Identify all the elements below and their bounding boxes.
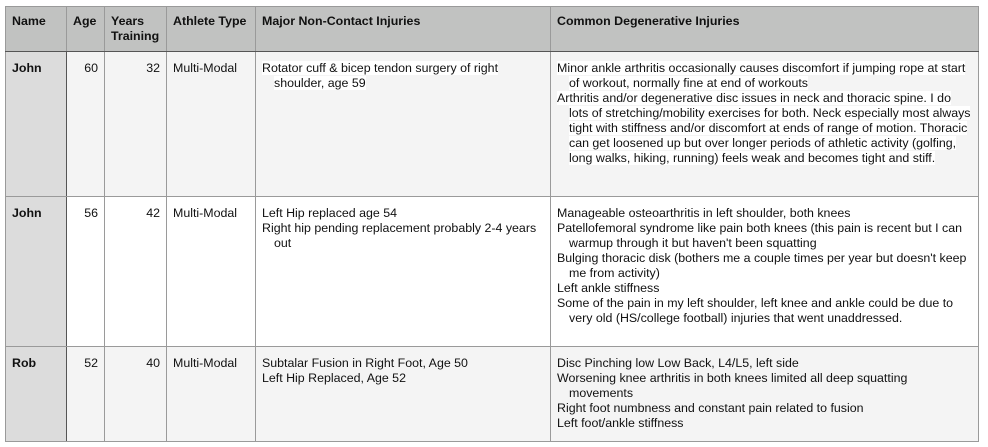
cell-degenerative-injuries: [551, 197, 979, 347]
injury-entry: Rotator cuff & bicep tendon surgery of right shoulder, age 59: [262, 61, 499, 90]
cell-degenerative-injuries: [551, 52, 979, 197]
cell-years-training: 32: [105, 52, 167, 197]
header-degenerative-injuries: Common Degenerative Injuries: [551, 7, 979, 52]
table-row: [6, 52, 979, 197]
cell-name: John: [6, 52, 67, 197]
cell-age: 52: [67, 347, 105, 442]
injury-entry: Bulging thoracic disk (bothers me a couple times per year but doesn't keep me from activity): [557, 251, 967, 280]
injury-entry: Left Hip replaced age 54: [262, 206, 398, 220]
header-years-training: Years Training: [105, 7, 167, 52]
injury-entry: Disc Pinching low Low Back, L4/L5, left side: [557, 356, 799, 370]
table-row: [6, 347, 979, 442]
injury-entry: Left ankle stiffness: [557, 281, 660, 295]
injury-entry: Subtalar Fusion in Right Foot, Age 50: [262, 356, 468, 370]
injury-entry: Manageable osteoarthritis in left shoulder, both knees: [557, 206, 851, 220]
cell-age: 60: [67, 52, 105, 197]
cell-major-injuries: [256, 347, 551, 442]
injury-entry: Some of the pain in my left shoulder, left knee and ankle could be due to very old (HS/college football) injuries that went unaddressed.: [557, 296, 954, 325]
injury-entry: Arthritis and/or degenerative disc issues in neck and thoracic spine. I do lots of stretching/mobility exercises for both. Neck especially most always tight with stiffness and/or discomfort at ends of range of motion. Thoracic can get loosened up but over longer periods of athletic activity (golfing, long walks, hiking, running) feels weak and becomes tight and stiff.: [557, 91, 971, 165]
cell-name: John: [6, 197, 67, 347]
cell-athlete-type: Multi-Modal: [167, 197, 256, 347]
injury-entry: Patellofemoral syndrome like pain both knees (this pain is recent but I can warmup through it but haven't been squatting: [557, 221, 962, 250]
header-major-injuries: Major Non-Contact Injuries: [256, 7, 551, 52]
header-age: Age: [67, 7, 105, 52]
injury-table: [5, 6, 979, 442]
header-name: Name: [6, 7, 67, 52]
cell-athlete-type: Multi-Modal: [167, 347, 256, 442]
injury-entry: Minor ankle arthritis occasionally causes discomfort if jumping rope at start of workout, normally fine at end of workouts: [557, 61, 966, 90]
injury-entry: Worsening knee arthritis in both knees limited all deep squatting movements: [557, 371, 908, 400]
injury-entry: Left foot/ankle stiffness: [557, 416, 684, 430]
cell-athlete-type: Multi-Modal: [167, 52, 256, 197]
cell-name: Rob: [6, 347, 67, 442]
injury-entry: Right foot numbness and constant pain related to fusion: [557, 401, 864, 415]
cell-major-injuries: [256, 52, 551, 197]
header-athlete-type: Athlete Type: [167, 7, 256, 52]
cell-major-injuries: [256, 197, 551, 347]
table-row: [6, 197, 979, 347]
cell-years-training: 42: [105, 197, 167, 347]
cell-age: 56: [67, 197, 105, 347]
injury-entry: Right hip pending replacement probably 2-4 years out: [262, 221, 537, 250]
header-row: [6, 7, 979, 52]
cell-years-training: 40: [105, 347, 167, 442]
cell-degenerative-injuries: [551, 347, 979, 442]
injury-entry: Left Hip Replaced, Age 52: [262, 371, 406, 385]
